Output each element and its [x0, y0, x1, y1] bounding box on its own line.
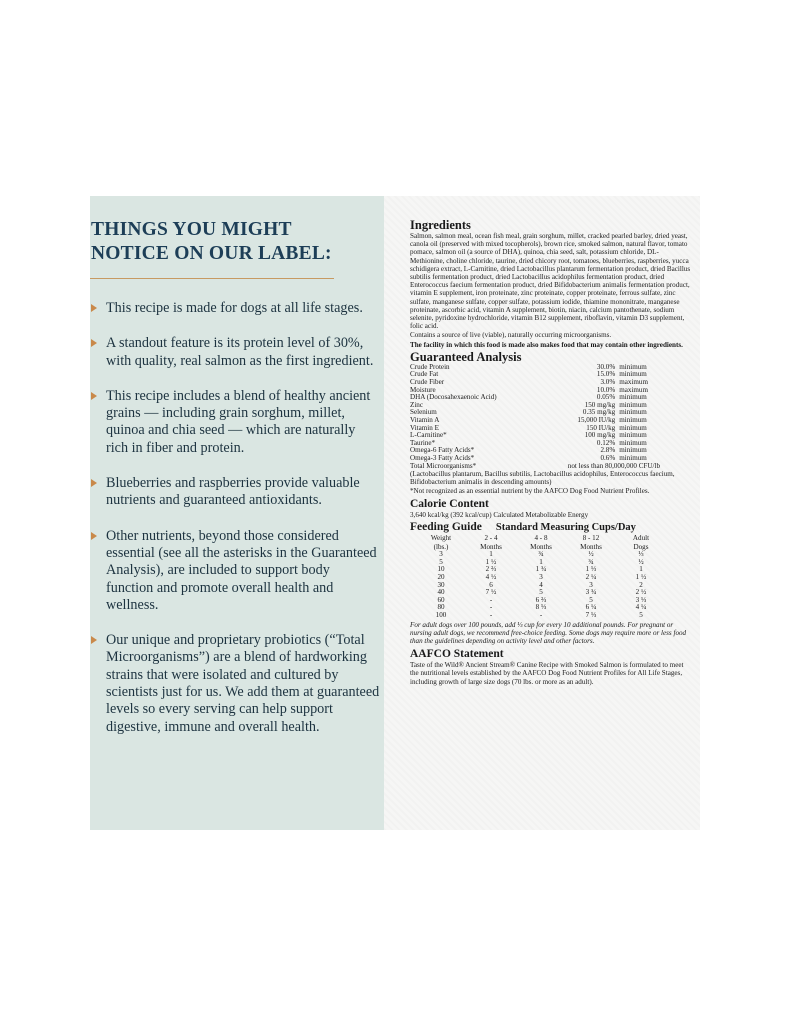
analysis-value: 100 mg/kg — [584, 431, 616, 440]
feeding-cell: 60 — [437, 595, 445, 604]
feeding-cell: 2 ¼ — [585, 572, 597, 581]
analysis-value: 0.05% — [596, 393, 616, 402]
analysis-name: Vitamin E — [410, 423, 439, 432]
analysis-value: 10.0% — [596, 385, 616, 394]
guaranteed-analysis-title: Guaranteed Analysis — [410, 349, 522, 364]
analysis-name: L-Carnitine* — [410, 431, 447, 440]
feeding-cell: Adult — [632, 533, 650, 542]
feeding-cell: 3 — [539, 572, 543, 581]
analysis-unit: minimum — [619, 446, 647, 455]
notes-list-item — [90, 528, 380, 614]
feeding-cell: 2 - 4 — [484, 533, 498, 542]
analysis-value: 0.12% — [596, 438, 616, 447]
feeding-cell: Weight — [430, 533, 452, 542]
analysis-value: 3.0% — [600, 378, 616, 387]
analysis-name: Moisture — [410, 385, 436, 394]
aafco-text: Taste of the Wild® Ancient Stream® Canine Recipe with Smoked Salmon is formulated to meet the nutritional levels established by the AAFCO Dog Food Nutrient Profiles for All Life Stages, including growth of large size dogs (70 lbs. or more as an adult). — [410, 661, 684, 686]
analysis-unit: minimum — [619, 408, 647, 417]
feeding-cell: 3 — [439, 550, 443, 559]
analysis-name: Selenium — [410, 408, 437, 417]
notes-list — [90, 300, 380, 754]
facility-note: The facility in which this food is made also makes food that may contain other ingredients. — [410, 340, 683, 349]
analysis-value: 15.0% — [596, 370, 616, 379]
notes-list-item — [90, 335, 380, 370]
feeding-cell: 30 — [437, 580, 445, 589]
headline-divider — [90, 278, 334, 279]
feeding-cell: 6 — [489, 580, 493, 589]
feeding-cell: ⅓ — [638, 550, 644, 559]
analysis-name: Omega-6 Fatty Acids* — [410, 446, 475, 455]
feeding-cell: 80 — [437, 603, 445, 612]
analysis-unit: minimum — [619, 438, 647, 447]
feeding-cell: 1 ⅓ — [585, 565, 597, 574]
notes-list-text: Our unique and proprietary probiotics (“Total Microorganisms”) are a blend of hardworking strains that were isolated and cultured by scientists just for us. We add them at guaranteed levels so every serving can help support digestive, immune and overall health. — [106, 632, 380, 735]
microorganisms-detail: (Lactobacillus plantarum, Bacillus subtilis, Lactobacillus acidophilus, Enterococcus faecium, Bifidobacterium animalis in descending amounts) — [410, 470, 675, 487]
arrow-right-icon — [91, 304, 97, 312]
nutrition-label-panel — [384, 196, 700, 830]
feeding-cell: Months — [480, 542, 502, 551]
notes-list-item — [90, 300, 380, 317]
feeding-cell: 6 ¼ — [585, 603, 597, 612]
feeding-cell: 1 — [639, 565, 643, 574]
ingredients-text: Salmon, salmon meal, ocean fish meal, grain sorghum, millet, cracked pearled barley, dried yeast, canola oil (preserved with mixed tocopherols), brown rice, smoked salmon, natural flavor, tomato pomace, salmon oil (a source of DHA), quinoa, chia seed, salt, potassium chloride, DL-Methionine, choline chloride, taurine, dried chicory root, tomatoes, blueberries, raspberries, yucca schidigera extract, L-Carnitine, dried Lactobacillus plantarum fermentation product, dried Bacillus subtilis fermentation product, dried Lactobacillus acidophilus fermentation product, dried Enterococcus faecium fermentation product, dried Bifidobacterium animalis fermentation product, vitamin E supplement, iron proteinate, zinc proteinate, copper proteinate, ferrous sulfate, zinc sulfate, manganese sulfate, copper sulfate, potassium iodide, thiamine mononitrate, manganese proteinate, ascorbic acid, vitamin A supplement, biotin, niacin, calcium pantothenate, sodium selenite, pyridoxine hydrochloride, vitamin B12 supplement, riboflavin, vitamin D3 supplement, folic acid. — [410, 232, 691, 331]
analysis-unit: minimum — [619, 423, 647, 432]
feeding-cell: 5 — [639, 610, 643, 619]
feeding-cell: 20 — [437, 572, 445, 581]
feeding-cell: 4 ½ — [485, 572, 497, 581]
notes-list-text: Blueberries and raspberries provide valuable nutrients and guaranteed antioxidants. — [106, 475, 360, 509]
headline-line-2: NOTICE ON OUR LABEL: — [91, 243, 332, 264]
analysis-value: 2.8% — [600, 446, 616, 455]
feeding-cell: 8 ⅓ — [535, 603, 547, 612]
feeding-cell: 3 — [589, 580, 593, 589]
analysis-unit: minimum — [619, 400, 647, 409]
feeding-subtitle: Standard Measuring Cups/Day — [495, 521, 636, 533]
analysis-name: Crude Protein — [410, 362, 450, 371]
analysis-name: Crude Fat — [410, 370, 439, 379]
analysis-name: Omega-3 Fatty Acids* — [410, 453, 475, 462]
analysis-unit: minimum — [619, 370, 647, 379]
analysis-unit: maximum — [619, 378, 649, 387]
arrow-right-icon — [91, 479, 97, 487]
notes-list-text: This recipe is made for dogs at all life stages. — [106, 300, 363, 316]
feeding-cell: Months — [530, 542, 552, 551]
analysis-value: 150 IU/kg — [586, 423, 616, 432]
feeding-cell: 4 — [539, 580, 543, 589]
feeding-cell: ½ — [588, 550, 594, 559]
feeding-cell: 1 — [489, 550, 493, 559]
feeding-title: Feeding Guide — [410, 520, 482, 533]
feeding-cell: 40 — [437, 588, 445, 597]
feeding-cell: 100 — [435, 610, 447, 619]
feeding-cell: (lbs.) — [433, 542, 449, 551]
analysis-name: DHA (Docosahexaenoic Acid) — [410, 393, 497, 402]
feeding-cell: 1 ¾ — [535, 565, 547, 574]
analysis-unit: minimum — [619, 431, 647, 440]
feeding-cell: 5 — [589, 595, 593, 604]
analysis-name: Vitamin A — [410, 416, 440, 424]
feeding-cell: - — [539, 610, 543, 619]
feeding-cell: 5 — [439, 557, 443, 566]
notes-list-item — [90, 632, 380, 736]
feeding-cell: 8 - 12 — [582, 533, 600, 542]
feeding-cell: 3 ⅓ — [635, 595, 647, 604]
feeding-cell: 2 — [639, 580, 643, 589]
feeding-table — [416, 534, 666, 620]
analysis-unit: minimum — [619, 393, 647, 402]
analysis-name: Taurine* — [410, 438, 436, 447]
analysis-unit: minimum — [619, 453, 647, 462]
feeding-cell: 2 ½ — [635, 588, 647, 597]
feeding-note: For adult dogs over 100 pounds, add ⅓ cup for every 10 additional pounds. For pregnant or nursing adult dogs, we recommend free-choice feeding. Some dogs may require more or less food than the guidelines depending on activity level and other factors. — [410, 620, 687, 645]
feeding-cell: 4 - 8 — [534, 533, 548, 542]
analysis-value: 15,000 IU/kg — [577, 416, 616, 424]
feeding-row — [416, 612, 666, 620]
feeding-cell: 1 ½ — [635, 572, 647, 581]
arrow-right-icon — [91, 339, 97, 347]
feeding-cell: Months — [580, 542, 602, 551]
aafco-title: AAFCO Statement — [410, 648, 504, 661]
feeding-cell: 7 ⅓ — [585, 610, 597, 619]
microorganisms-value: not less than 80,000,000 CFU/lb — [567, 461, 660, 470]
calorie-text: 3,640 kcal/kg (392 kcal/cup) Calculated Metabolizable Energy — [410, 510, 589, 519]
feeding-cell: 6 ⅔ — [535, 595, 547, 604]
microorganisms-label: Total Microorganisms* — [410, 461, 477, 470]
analysis-name: Crude Fiber — [410, 378, 445, 387]
guaranteed-analysis-table — [410, 364, 660, 463]
feeding-cell: ½ — [638, 557, 644, 566]
feeding-header — [410, 521, 692, 534]
feeding-cell: 4 ¼ — [635, 603, 647, 612]
analysis-value: 30.0% — [596, 362, 616, 371]
feeding-cell: 3 ¾ — [585, 588, 597, 597]
analysis-unit: maximum — [619, 385, 649, 394]
panel-headline — [91, 218, 371, 266]
feeding-header-row — [416, 534, 666, 543]
feeding-cell: 10 — [437, 565, 445, 574]
analysis-name: Zinc — [410, 400, 423, 409]
notes-list-text: Other nutrients, beyond those considered essential (see all the asterisks in the Guaranteed Analysis), are included to support body function and promote overall health and wellness. — [106, 527, 377, 613]
feeding-cell: - — [489, 603, 493, 612]
analysis-value: 0.6% — [600, 453, 616, 462]
feeding-cell: 2 ⅔ — [485, 565, 497, 574]
feeding-cell: 1 ½ — [485, 557, 497, 566]
analysis-unit: minimum — [619, 362, 647, 371]
calorie-title: Calorie Content — [410, 497, 489, 510]
arrow-right-icon — [91, 392, 97, 400]
analysis-unit: minimum — [619, 416, 647, 424]
notes-list-item — [90, 388, 380, 457]
microorganisms-row — [410, 463, 660, 471]
analysis-footnote: *Not recognized as an essential nutrient by the AAFCO Dog Food Nutrient Profiles. — [410, 486, 650, 495]
feeding-cell: 7 ½ — [485, 588, 497, 597]
feeding-cell: Dogs — [633, 542, 649, 551]
label-card — [90, 196, 700, 830]
headline-line-1: THINGS YOU MIGHT — [91, 219, 292, 240]
arrow-right-icon — [91, 636, 97, 644]
feeding-cell: 5 — [539, 588, 543, 597]
notes-list-item — [90, 475, 380, 510]
feeding-cell: - — [489, 610, 493, 619]
feeding-cell: 1 — [539, 557, 543, 566]
feeding-cell: ¾ — [588, 557, 594, 566]
label-notes-panel — [90, 196, 384, 830]
notes-list-text: This recipe includes a blend of healthy ancient grains — including grain sorghum, millet, quinoa and chia seed — which are naturally rich in fiber and protein. — [106, 387, 371, 456]
arrow-right-icon — [91, 532, 97, 540]
feeding-cell: - — [489, 595, 493, 604]
probiotic-note: Contains a source of live (viable), naturally occurring microorganisms. — [410, 331, 612, 340]
analysis-value: 150 mg/kg — [584, 400, 616, 409]
analysis-value: 0.35 mg/kg — [582, 408, 616, 417]
notes-list-text: A standout feature is its protein level of 30%, with quality, real salmon as the first ingredient. — [106, 335, 374, 369]
feeding-cell: ¾ — [538, 550, 544, 559]
ingredients-title: Ingredients — [410, 218, 471, 232]
